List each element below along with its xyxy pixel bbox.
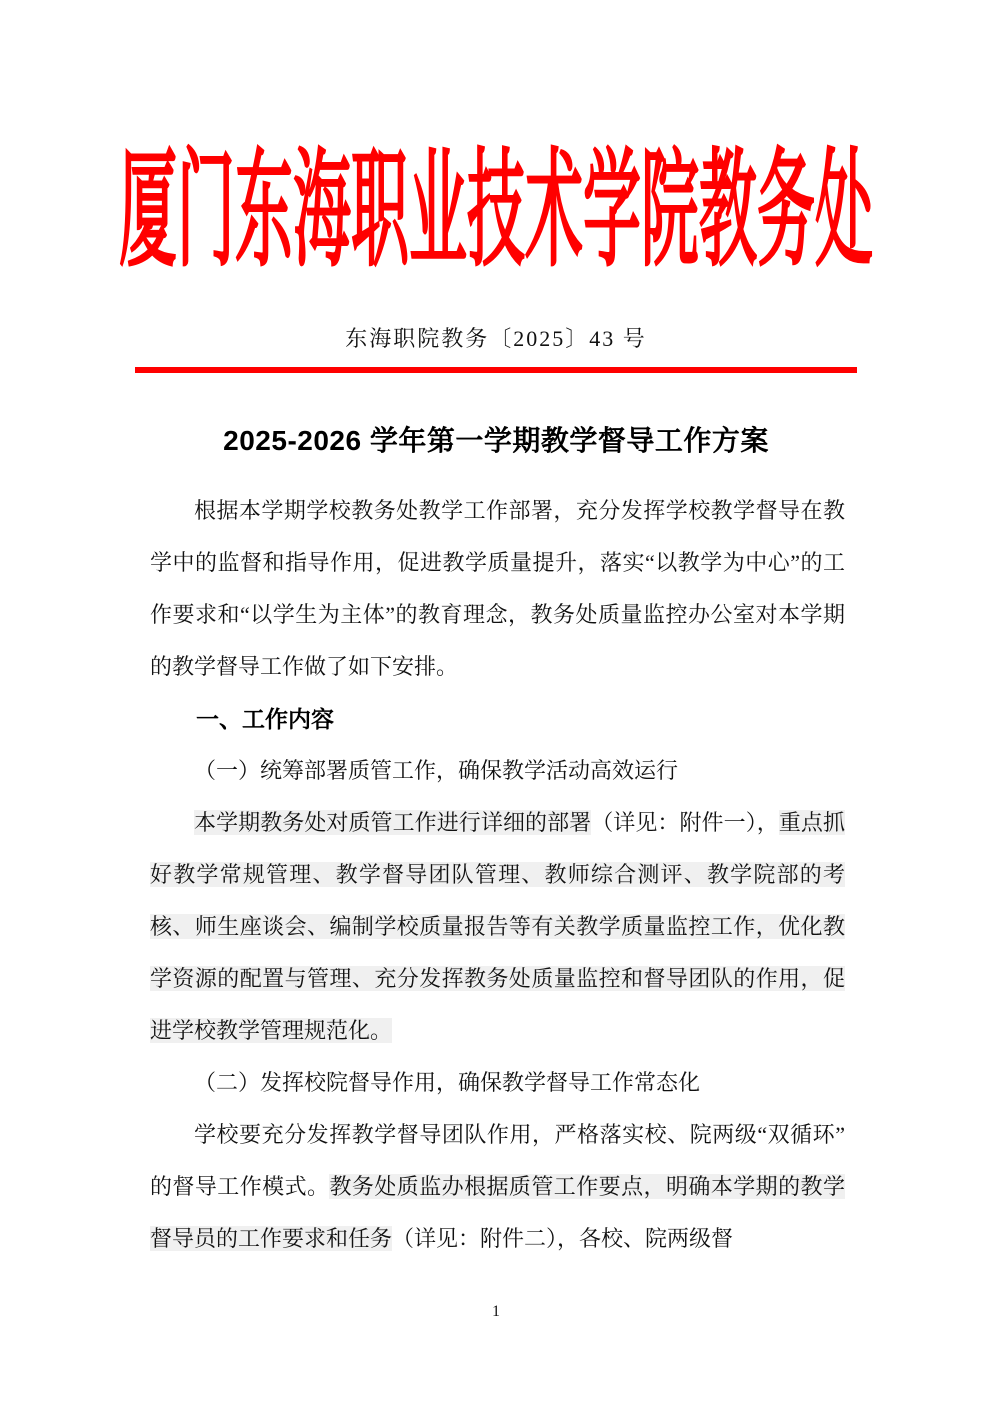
sub-heading [150, 745, 845, 797]
highlighted-text-run: 重点抓好教学常规管理、教学督导团队管理、教师综合测评、教学院部的考核、师生座谈会、编制学校质量报告等有关教学质量监控工作，优化教学资源的配置与管理、充分发挥教务处质量监控和督导团队的作用，促进学校教学管理规范化。 [150, 810, 845, 1043]
page-footer [0, 1303, 992, 1321]
text-run: 学校要充分发挥教学督导团队作用，严格落实校、院两级“双循环”的督导工作模式。 [150, 1122, 845, 1199]
red-separator-line [135, 367, 857, 373]
document-header [0, 137, 992, 287]
highlighted-text-run: 本学期教务处对质管工作进行详细的部署 [194, 810, 592, 835]
document-body [0, 485, 992, 1265]
body-paragraph [150, 485, 845, 693]
body-paragraph [150, 797, 845, 1057]
highlighted-text-run: 教务处质监办根据质管工作要点，明确本学期的教学督导员的工作要求和任务 [150, 1174, 845, 1251]
body-paragraph [150, 1109, 845, 1265]
doc-number: 东海职院教务〔2025〕43 号 [345, 326, 647, 351]
text-run: （详见：附件二），各校、院两级督 [392, 1226, 734, 1251]
sub-heading [150, 1057, 845, 1109]
page-number: 1 [492, 1303, 500, 1320]
text-run: 一、工作内容 [196, 706, 334, 732]
section-heading [150, 693, 845, 745]
agency-letterhead-title: 厦门东海职业技术学院教务处 [118, 139, 873, 283]
text-run: （二）发挥校院督导作用，确保教学督导工作常态化 [194, 1070, 701, 1095]
text-run: 根据本学期学校教务处教学工作部署，充分发挥学校教学督导在教学中的监督和指导作用，促进教学质量提升，落实“以教学为中心”的工作要求和“以学生为主体”的教育理念，教务处质量监控办公室对本学期的教学督导工作做了如下安排。 [150, 498, 845, 679]
document-title: 2025-2026 学年第一学期教学督导工作方案 [223, 425, 769, 456]
text-run: （一）统筹部署质管工作，确保教学活动高效运行 [194, 758, 679, 783]
text-run: （详见：附件一）， [591, 810, 779, 835]
